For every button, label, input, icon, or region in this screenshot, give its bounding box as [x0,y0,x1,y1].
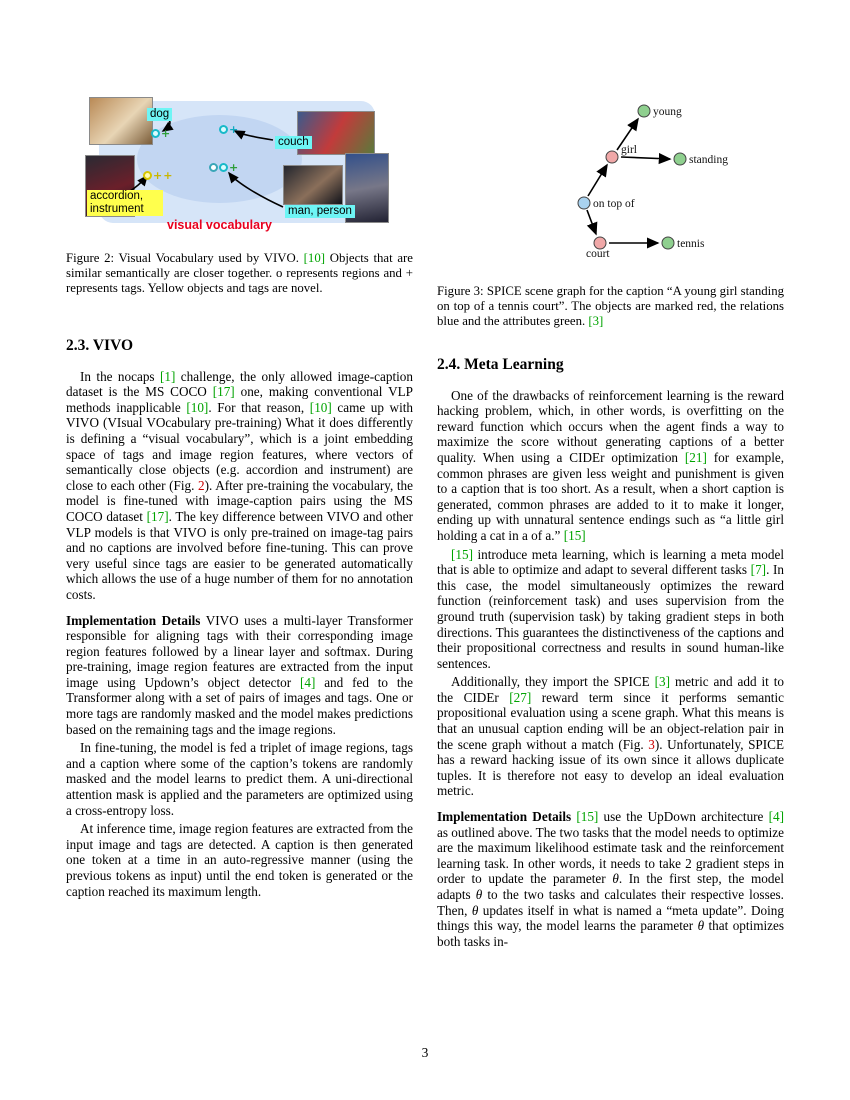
edge-girl-standing [621,157,670,159]
text-run: Additionally, they import the SPICE [451,674,655,690]
paragraph [66,821,413,899]
region-tag-marker-dog [151,127,170,140]
tag-plus-icon: + [163,169,173,182]
region-circle-icon [219,163,228,172]
citation-link[interactable]: [3] [588,314,604,329]
region-circle-icon [209,163,218,172]
text-run: came up with VIVO (VIsual VOcabulary pre-training) What it does differently is defining a “visual vocabulary”, which is a joint embedding space of tags and image region features, where vectors of semantically close objects (e.g. accordion and instrument) are close to each other (Fig. [66,399,414,493]
citation-link[interactable]: [1] [159,368,176,384]
tag-plus-icon: + [161,127,171,140]
text-run: In fine-tuning, the model is fed a triplet of image regions, tags and a caption where some of the caption’s tokens are randomly masked and the model learns to predict them. A uni-directional attention mask is applied and the parameters are optimized using a cross-entropy loss. [66,740,413,818]
citation-link[interactable]: [4] [768,809,784,825]
node-standing [674,153,728,166]
citation-link[interactable]: [27] [509,689,532,705]
citation-link[interactable]: [10] [309,399,332,415]
node-young [638,105,682,118]
citation-link[interactable]: [10] [186,399,209,415]
text-run: that optimizes both tasks in- [437,918,784,949]
edge-ontopof-girl [588,165,607,196]
paragraph [437,674,784,799]
paragraph [437,388,784,544]
tag-plus-icon: + [153,169,163,182]
citation-link[interactable]: [3] [654,674,671,690]
text-run: ). Unfortunately, SPICE has a reward hacking issue of its own since it allows duplicate tuples. It is therefore not easy to develop an ideal evaluation metric. [437,736,785,799]
figure-2-visual-vocabulary [85,95,390,237]
text-run: Figure 2: Visual Vocabulary used by VIVO. [66,251,304,265]
label-man-person: man, person [285,205,355,218]
text-run: ). After pre-training the vocabulary, the model is fine-tuned with image-caption pairs using the MS COCO dataset [66,477,414,524]
figure-reference[interactable]: 2 [198,477,205,493]
citation-link[interactable]: [4] [299,674,316,690]
node-tennis [662,237,705,250]
citation-link[interactable]: [15] [576,809,599,825]
right-column [437,95,784,949]
paragraph [437,547,784,672]
citation-link[interactable]: [10] [303,251,325,265]
text-run: At inference time, image region features are extracted from the input image and tags are detected. A caption is then generated one token at a time in an auto-regressive manner (using the previous tokens as input) until the end token is generated or the caption reached its maximum length. [66,821,413,899]
citation-link[interactable]: [17] [146,508,169,524]
node-circle-tennis [662,237,674,249]
figure-3-caption [437,284,784,330]
visual-vocabulary-title: visual vocabulary [167,218,272,232]
text-run: Implementation Details [437,809,572,825]
text-run: . In the first step, the model adapts [437,871,785,903]
text-run: Implementation Details [66,612,201,628]
text-run: θ [612,871,619,887]
node-label-on-top-of: on top of [593,198,635,210]
text-run: Figure 3: SPICE scene graph for the caption “A young girl standing on top of a tennis court”. The objects are marked red, the relations blue and the attributes green. [437,284,784,329]
region-circle-icon [151,129,160,138]
citation-link[interactable]: [17] [212,384,235,400]
node-label-young: young [653,106,682,118]
node-girl [606,144,637,163]
text-run: metric and add it to the CIDEr [437,674,784,705]
text-run: as outlined above. The two tasks that the model needs to optimize are the maximum likelihood estimate task and the reinforcement learning task. In other words, it needs to take 2 gradient steps in order to update the parameter [437,824,784,887]
region-circle-icon [143,171,152,180]
label-couch: couch [275,136,312,149]
paragraph [66,740,413,818]
citation-link[interactable]: [21] [684,449,707,465]
node-circle-on-top-of [578,197,590,209]
text-run: One of the drawbacks of reinforcement learning is the reward hacking problem, which, in other words, is overfitting on the reward function which occurs when the agent finds a way to maximize the score without generating captions of a better quality. When using a CIDEr optimization [437,387,784,465]
region-tag-marker-man [209,161,238,174]
label-dog: dog [147,108,172,121]
text-run: θ [475,887,483,903]
edge-ontopof-court [587,210,596,234]
arrow-couch-to-cloud [235,131,273,140]
text-run: . The key difference between VIVO and other VLP models is that VIVO is only pre-trained on image-tag pairs and no captions are involved before fine-tuning. This can prove very useful since tags are easier to be generated automatically which allows the use of a huge number of them for no annotation costs. [66,508,413,602]
citation-link[interactable]: [15] [563,527,586,543]
text-run: introduce meta learning, which is learning a meta model that is able to optimize and adapt to several different tasks [437,546,784,578]
text-run: to the two tasks and calculates their respective losses. Then, [437,887,784,918]
node-circle-young [638,105,650,117]
paragraph-implementation-details [66,613,413,738]
node-circle-standing [674,153,686,165]
text-run: Objects that are similar semantically are closer together. o represents regions and + represents tags. Yellow objects and tags are novel. [66,251,413,296]
paragraph [66,369,413,603]
text-run: θ [697,918,705,934]
figure-2-caption [66,251,413,297]
node-on-top-of [578,197,635,210]
figure-3-scene-graph [492,95,792,268]
left-column [66,95,413,899]
paragraph-implementation-details [437,809,784,949]
figure-reference[interactable]: 3 [648,736,655,752]
node-label-tennis: tennis [677,238,705,250]
node-circle-girl [606,151,618,163]
text-run: . In this case, the model simultaneously optimizes the reward function (reinforcement task) and uses supervision from the ground truth (supervision task) by taking gradient steps in both directions. This guarantees the distinctiveness of the captions and their propositional correctness and results in sound human-like sentences. [437,562,784,671]
text-run: reward term since it performs semantic propositional evaluation using a scene graph. What this means is that an unusual caption ending will be an object-relation pair in the scene graph without a match (Fig. [437,689,784,752]
region-tag-marker-accordion [143,169,172,182]
text-run: In the nocaps [80,368,160,384]
label-accordion-instrument: accordion, instrument [87,190,163,216]
text-run: θ [471,902,479,918]
text-run: one, making conventional VLP methods inapplicable [66,384,413,415]
text-run: for example, common phrases are given less weight and punishment is given to a caption that is too short. As a result, when a short caption is generated, common phrases are added to it to make it longer, ending up with unnatural sentence endings such as “a little girl holding a cat in a of a.” [437,449,785,543]
text-run: challenge, the only allowed image-caption dataset is the MS COCO [66,368,413,400]
section-heading-vivo: 2.3. VIVO [66,336,134,354]
region-tag-marker-couch [219,123,238,136]
tag-plus-icon: + [229,123,239,136]
node-label-court: court [586,248,610,260]
text-run: . For that reason, [208,399,310,415]
text-run: and fed to the Transformer along with a set of pairs of images and tags. One or more tags are randomly masked and the model makes predictions based on the remaining tags and the image regions. [66,674,413,737]
arrow-man-to-cloud [229,173,283,207]
text-run: use the UpDown architecture [598,809,769,825]
citation-link[interactable]: [15] [451,546,473,562]
section-heading-meta-learning: 2.4. Meta Learning [437,355,564,373]
region-circle-icon [219,125,228,134]
scene-graph-svg [492,95,792,263]
page-number: 3 [421,1045,429,1060]
text-run: VIVO uses a multi-layer Transformer responsible for aligning tags with their corresponding image region features followed by a linear layer and softmax. During pre-training, image region features are extracted from the input image using Updown’s object detector [66,612,413,690]
tag-plus-icon: + [229,161,239,174]
citation-link[interactable]: [7] [750,562,767,578]
node-label-standing: standing [689,154,728,166]
node-label-girl: girl [621,144,637,156]
node-court [586,237,610,260]
text-run: updates itself in what is named a “meta update”. Doing things this way, the model learns the parameter [437,902,784,934]
